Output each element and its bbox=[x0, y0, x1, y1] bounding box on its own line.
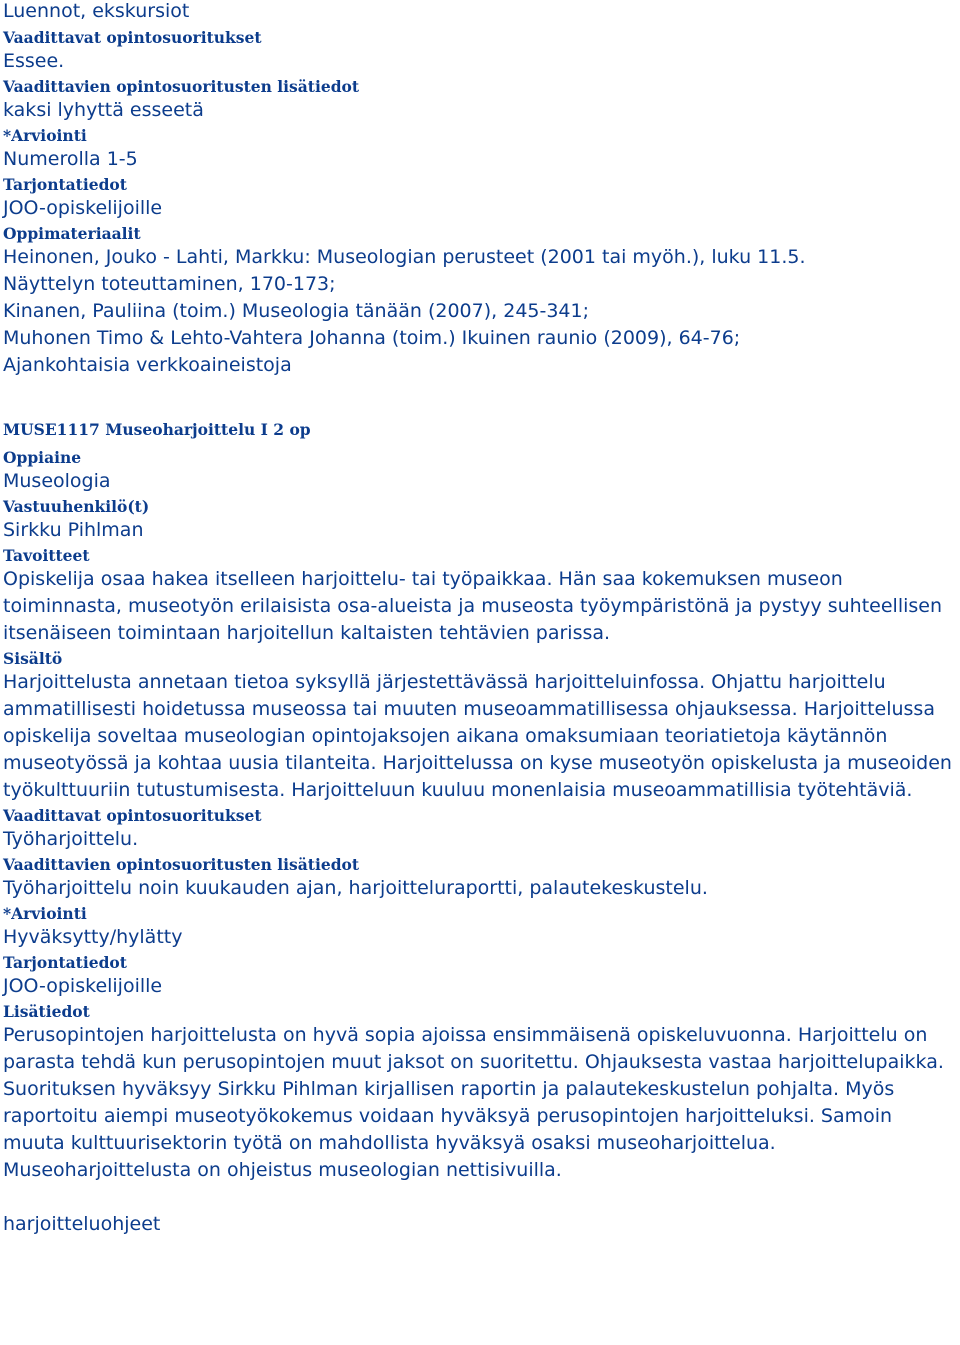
required-work-label: Vaadittavat opintosuoritukset bbox=[3, 806, 262, 825]
content-value: Harjoittelusta annetaan tietoa syksyllä järjestettävässä harjoitteluinfossa. Ohjattu harjoittelu ammatillisesti hoidetussa museossa tai muuten museoammatillisessa ohjauksessa. Harjoittelussa opiskelija soveltaa museologian opintojaksojen aikana omaksumiaan teoriatietoja käytännön museotyössä ja kohtaa uusia tilanteita. Harjoittelussa on kyse museotyön opiskelusta ja museoiden työkulttuuriin tutustumisesta. Harjoitteluun kuuluu monenlaisia museoammatillisia työtehtäviä. bbox=[3, 671, 952, 801]
subject-value: Museologia bbox=[3, 470, 111, 492]
material-line: Heinonen, Jouko - Lahti, Markku: Museologian perusteet (2001 tai myöh.), luku 11.5. bbox=[3, 246, 806, 268]
grading-value: Hyväksytty/hylätty bbox=[3, 926, 183, 948]
course-section bbox=[3, 420, 959, 1238]
responsible-label: Vastuuhenkilö(t) bbox=[3, 497, 150, 516]
instructions-link[interactable]: harjoitteluohjeet bbox=[3, 1213, 161, 1235]
previous-course-section bbox=[3, 0, 959, 379]
offering-label: Tarjontatiedot bbox=[3, 175, 127, 194]
material-line: Muhonen Timo & Lehto-Vahtera Johanna (toim.) Ikuinen raunio (2009), 64-76; bbox=[3, 327, 741, 349]
goals-value: Opiskelija osaa hakea itselleen harjoittelu- tai työpaikkaa. Hän saa kokemuksen museon toiminnasta, museotyön erilaisista osa-alueista ja museosta työympäristönä ja pystyy suhteellisen itsenäiseen toimintaan harjoitellun kaltaisten tehtävien parissa. bbox=[3, 568, 943, 644]
teaching-format: Luennot, ekskursiot bbox=[3, 0, 190, 22]
required-work-label: Vaadittavat opintosuoritukset bbox=[3, 28, 262, 47]
additional-info-label: Lisätiedot bbox=[3, 1002, 90, 1021]
material-line: Ajankohtaisia verkkoaineistoja bbox=[3, 354, 292, 376]
content-label: Sisältö bbox=[3, 649, 63, 668]
additional-info-value: Perusopintojen harjoittelusta on hyvä sopia ajoissa ensimmäisenä opiskeluvuonna. Harjoittelu on parasta tehdä kun perusopintojen muut jaksot on suoritettu. Ohjauksesta vastaa harjoittelupaikka. Suorituksen hyväksyy Sirkku Pihlman kirjallisen raportin ja palautekeskustelun pohjalta. Myös raportoitu aiempi museotyökokemus voidaan hyväksyä perusopintojen harjoitteluksi. Samoin muuta kulttuurisektorin työtä on mahdollista hyväksyä osaksi museoharjoittelua. Museoharjoittelusta on ohjeistus museologian nettisivuilla. bbox=[3, 1024, 944, 1181]
required-work-value: Työharjoittelu. bbox=[3, 828, 139, 850]
offering-label: Tarjontatiedot bbox=[3, 953, 127, 972]
course-title: MUSE1117 Museoharjoittelu I 2 op bbox=[3, 420, 311, 439]
offering-value: JOO-opiskelijoille bbox=[3, 975, 163, 997]
grading-label: *Arviointi bbox=[3, 126, 87, 145]
required-work-details-value: Työharjoittelu noin kuukauden ajan, harjoitteluraportti, palautekeskustelu. bbox=[3, 877, 708, 899]
responsible-value: Sirkku Pihlman bbox=[3, 519, 144, 541]
grading-value: Numerolla 1-5 bbox=[3, 148, 138, 170]
materials-list bbox=[3, 244, 959, 379]
required-work-details-value: kaksi lyhyttä esseetä bbox=[3, 99, 204, 121]
materials-label: Oppimateriaalit bbox=[3, 224, 141, 243]
document bbox=[3, 0, 959, 1238]
subject-label: Oppiaine bbox=[3, 448, 82, 467]
required-work-details-label: Vaadittavien opintosuoritusten lisätiedot bbox=[3, 77, 360, 96]
material-line: Kinanen, Pauliina (toim.) Museologia tänään (2007), 245-341; bbox=[3, 300, 590, 322]
required-work-value: Essee. bbox=[3, 50, 65, 72]
goals-label: Tavoitteet bbox=[3, 546, 90, 565]
material-line: Näyttelyn toteuttaminen, 170-173; bbox=[3, 273, 336, 295]
offering-value: JOO-opiskelijoille bbox=[3, 197, 163, 219]
required-work-details-label: Vaadittavien opintosuoritusten lisätiedot bbox=[3, 855, 360, 874]
grading-label: *Arviointi bbox=[3, 904, 87, 923]
